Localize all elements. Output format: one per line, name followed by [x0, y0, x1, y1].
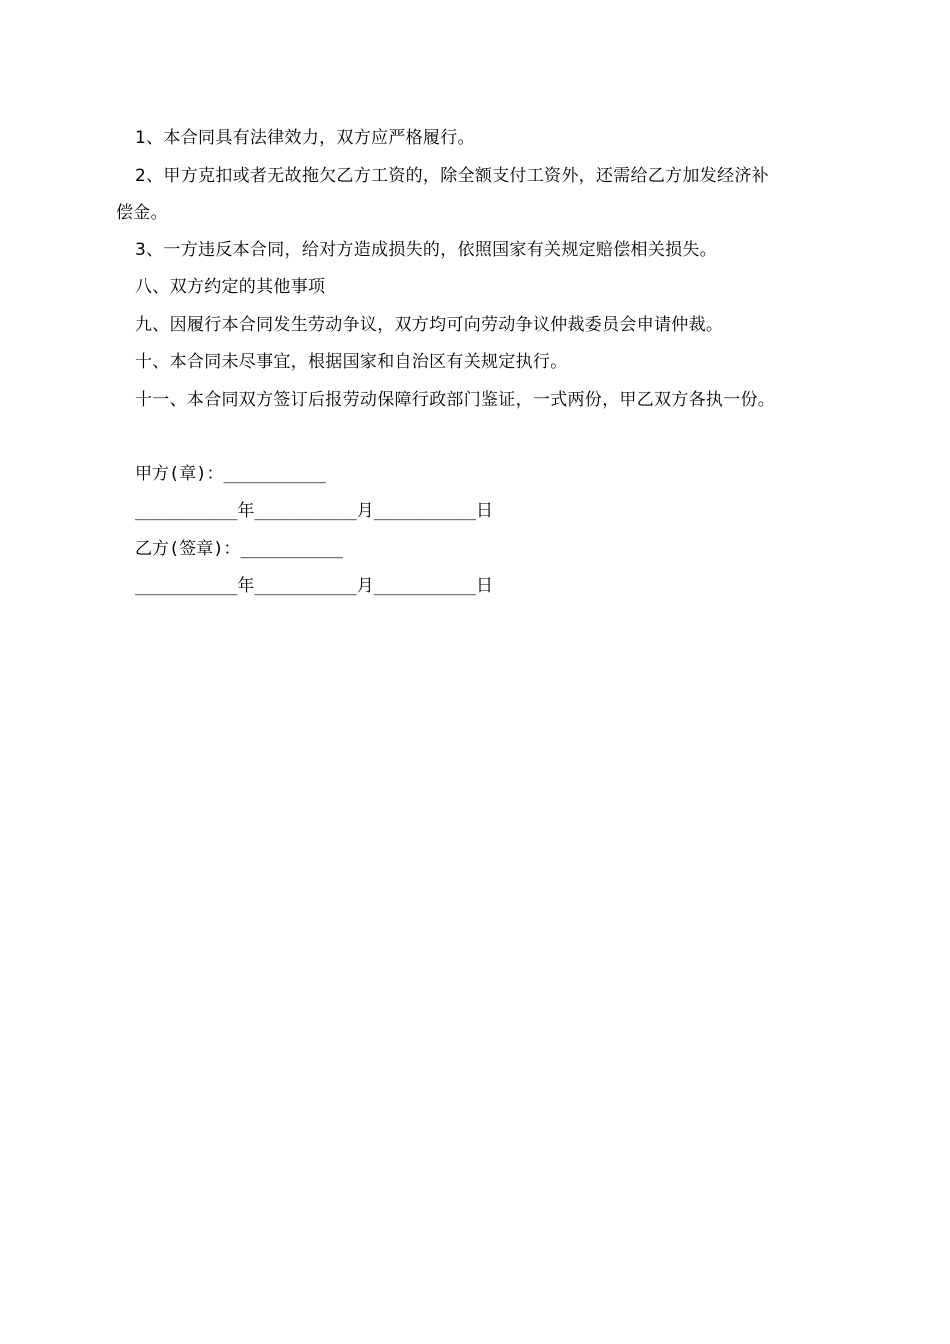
party-b-seal-line: 乙方(签章)：__________ — [135, 539, 343, 559]
section-10: 十、本合同未尽事宜，根据国家和自治区有关规定执行。 — [135, 352, 568, 372]
section-8-heading: 八、双方约定的其他事项 — [135, 277, 326, 297]
clause-1: 1、本合同具有法律效力，双方应严格履行。 — [135, 128, 475, 148]
party-b-date-line: __________年__________月__________日 — [135, 576, 494, 596]
party-a-date-line: __________年__________月__________日 — [135, 501, 494, 521]
party-a-seal-line: 甲方(章)：__________ — [135, 464, 326, 484]
section-9: 九、因履行本合同发生劳动争议，双方均可向劳动争议仲裁委员会申请仲裁。 — [135, 315, 724, 335]
clause-3: 3、一方违反本合同，给对方造成损失的，依照国家有关规定赔偿相关损失。 — [135, 240, 718, 260]
clause-2-line-2: 偿金。 — [116, 203, 168, 223]
clause-2-line-1: 2、甲方克扣或者无故拖欠乙方工资的，除全额支付工资外，还需给乙方加发经济补 — [135, 166, 769, 186]
section-11: 十一、本合同双方签订后报劳动保障行政部门鉴证，一式两份，甲乙双方各执一份。 — [135, 390, 776, 410]
